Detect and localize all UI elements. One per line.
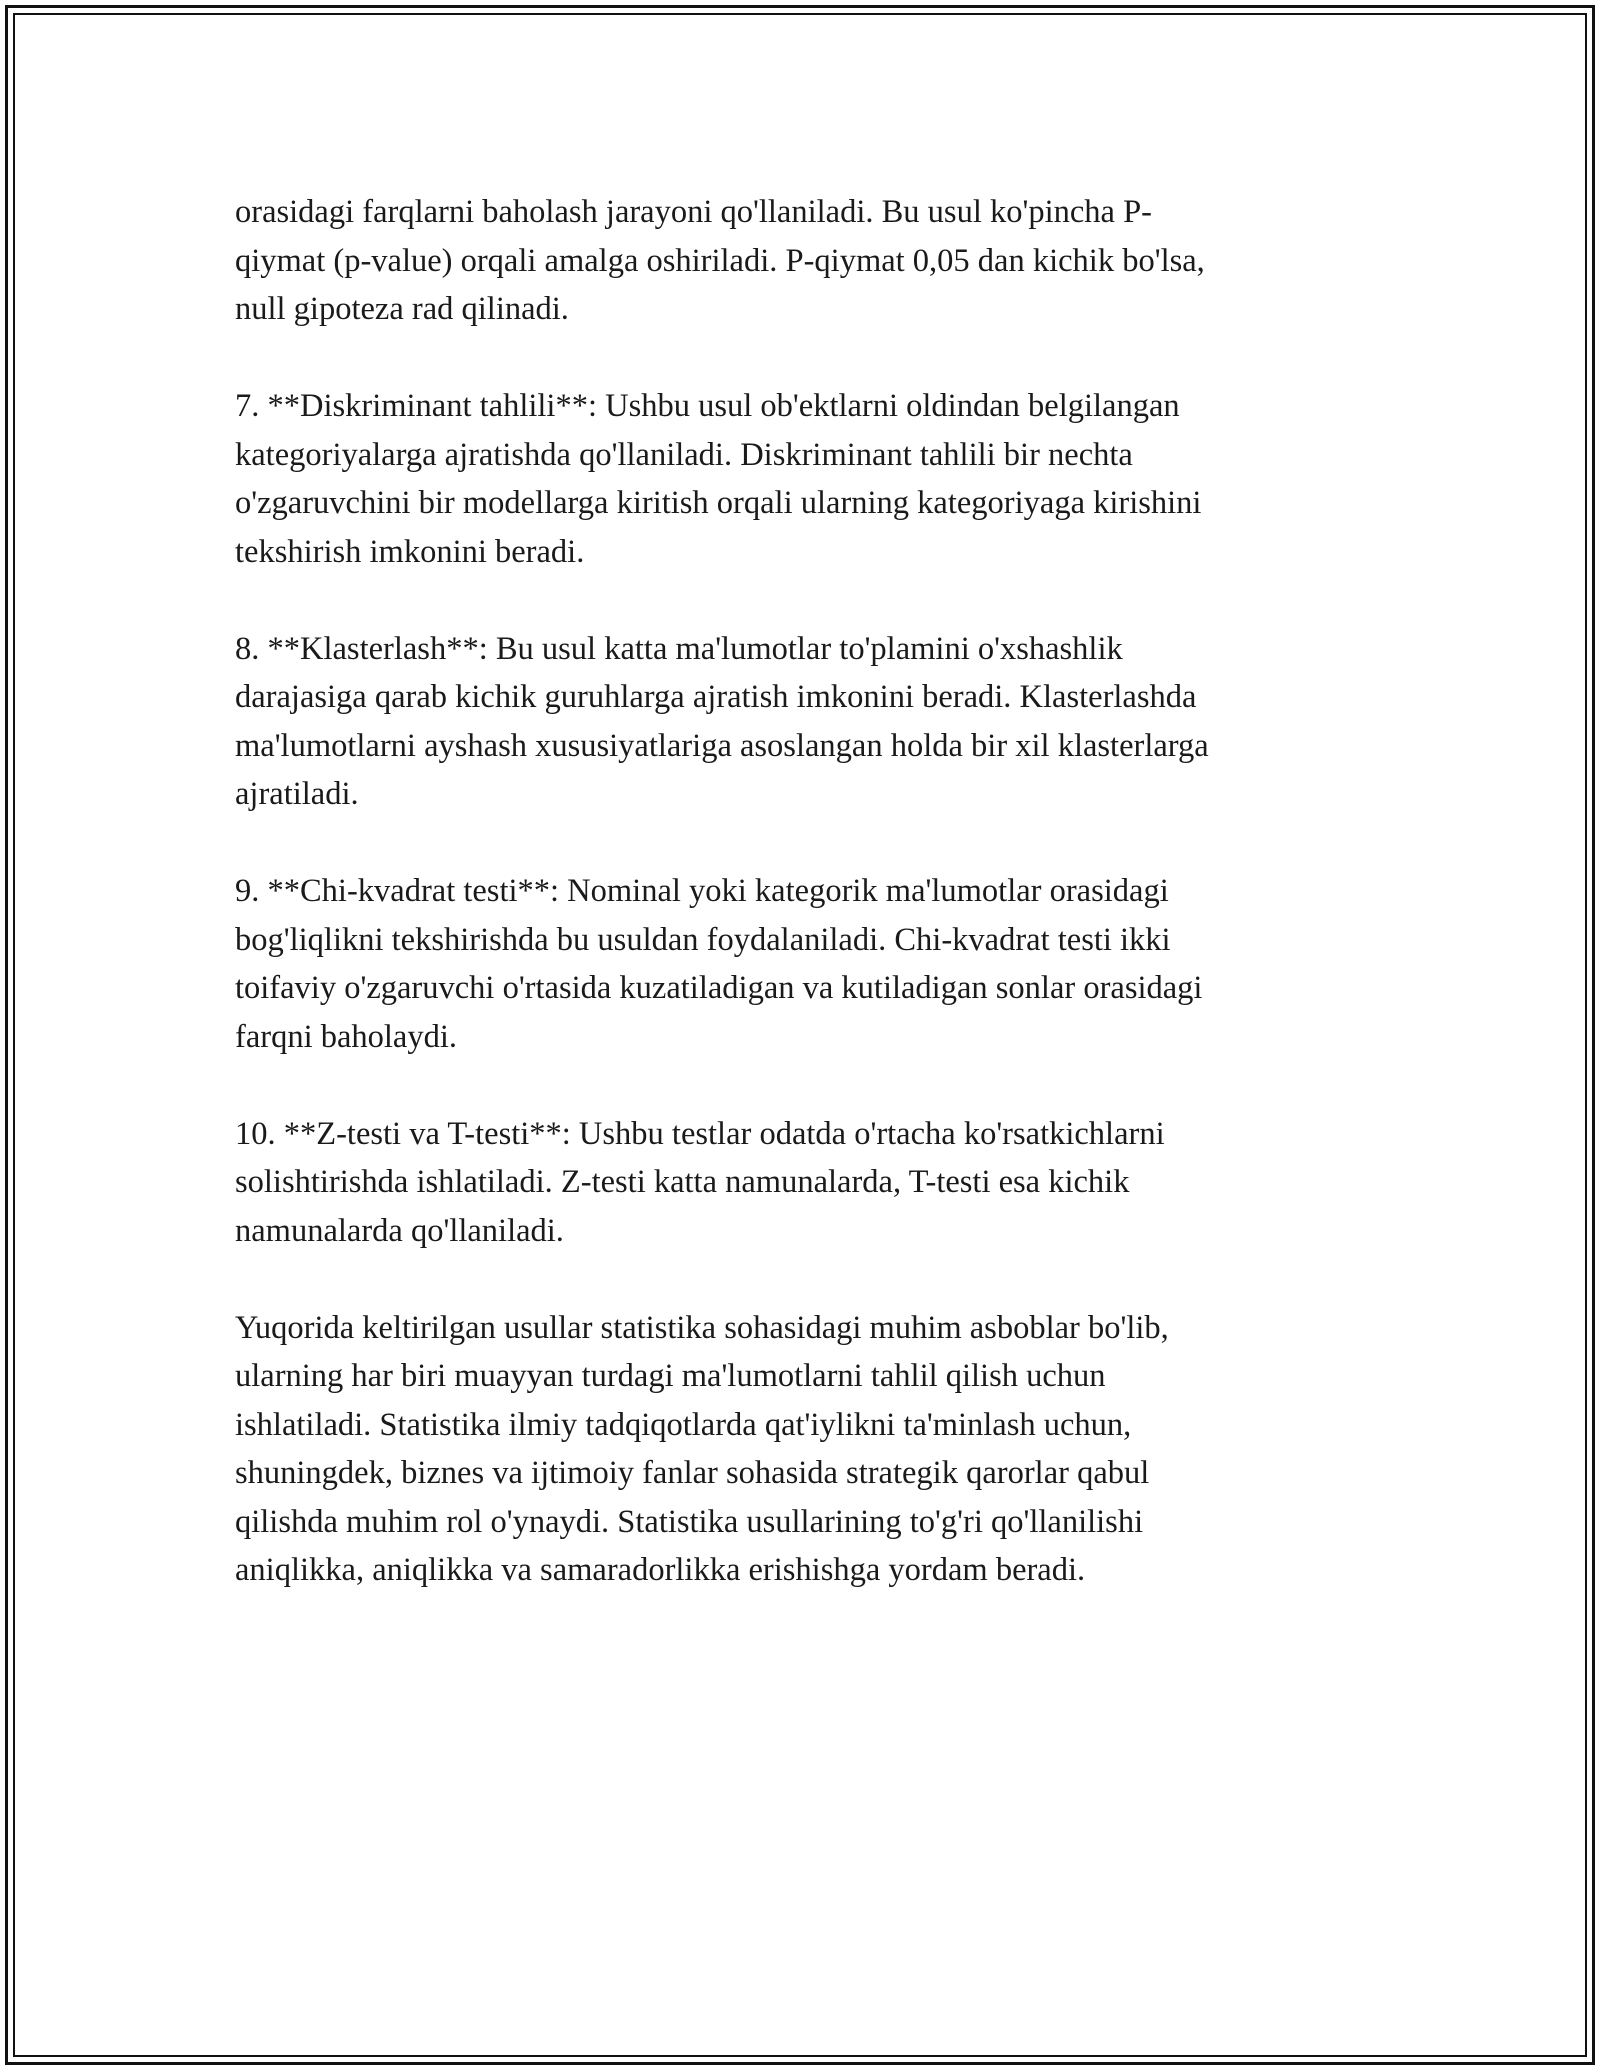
paragraph-item-9-chi-square-test: 9. **Chi-kvadrat testi**: Nominal yoki kategorik ma'lumotlar orasidagi bog'liqlikni tekshirishda bu usuldan foydalaniladi. Chi-kvadrat testi ikki toifaviy o'zgaruvchi o'rtasida kuzatiladigan va kutiladigan sonlar orasidagi farqni baholaydi.	[235, 873, 1203, 1055]
paragraph-item-10-z-test-t-test: 10. **Z-testi va T-testi**: Ushbu testlar odatda o'rtacha ko'rsatkichlarni solishtirishda ishlatiladi. Z-testi katta namunalarda, T-testi esa kichik namunalarda qo'llaniladi.	[235, 1115, 1165, 1249]
paragraph-conclusion: Yuqorida keltirilgan usullar statistika sohasidagi muhim asboblar bo'lib, ularning har biri muayyan turdagi ma'lumotlarni tahlil qilish uchun ishlatiladi. Statistika ilmiy tadqiqotlarda qat'iylikni ta'minlash uchun, shuningdek, biznes va ijtimoiy fanlar sohasida strategik qarorlar qabul qilishda muhim rol o'ynaydi. Statistika usullarining to'g'ri qo'llanilishi aniqlikka, aniqlikka va samaradorlikka erishishga yordam beradi.	[235, 1309, 1169, 1588]
document-body	[235, 188, 1365, 1595]
paragraph-item-7-discriminant-analysis: 7. **Diskriminant tahlili**: Ushbu usul ob'ektlarni oldindan belgilangan kategoriyalarga ajratishda qo'llaniladi. Diskriminant tahlili bir nechta o'zgaruvchini bir modellarga kiritish orqali ularning kategoriyaga kirishini tekshirish imkonini beradi.	[235, 388, 1202, 570]
paragraph-item-8-clustering: 8. **Klasterlash**: Bu usul katta ma'lumotlar to'plamini o'xshashlik darajasiga qarab kichik guruhlarga ajratish imkonini beradi. Klasterlashda ma'lumotlarni ayshash xususiyatlariga asoslangan holda bir xil klasterlarga ajratiladi.	[235, 630, 1209, 812]
paragraph-continuation: orasidagi farqlarni baholash jarayoni qo'llaniladi. Bu usul ko'pincha P- qiymat (p-value) orqali amalga oshiriladi. P-qiymat 0,05 dan kichik bo'lsa, null gipoteza rad qilinadi.	[235, 194, 1205, 327]
